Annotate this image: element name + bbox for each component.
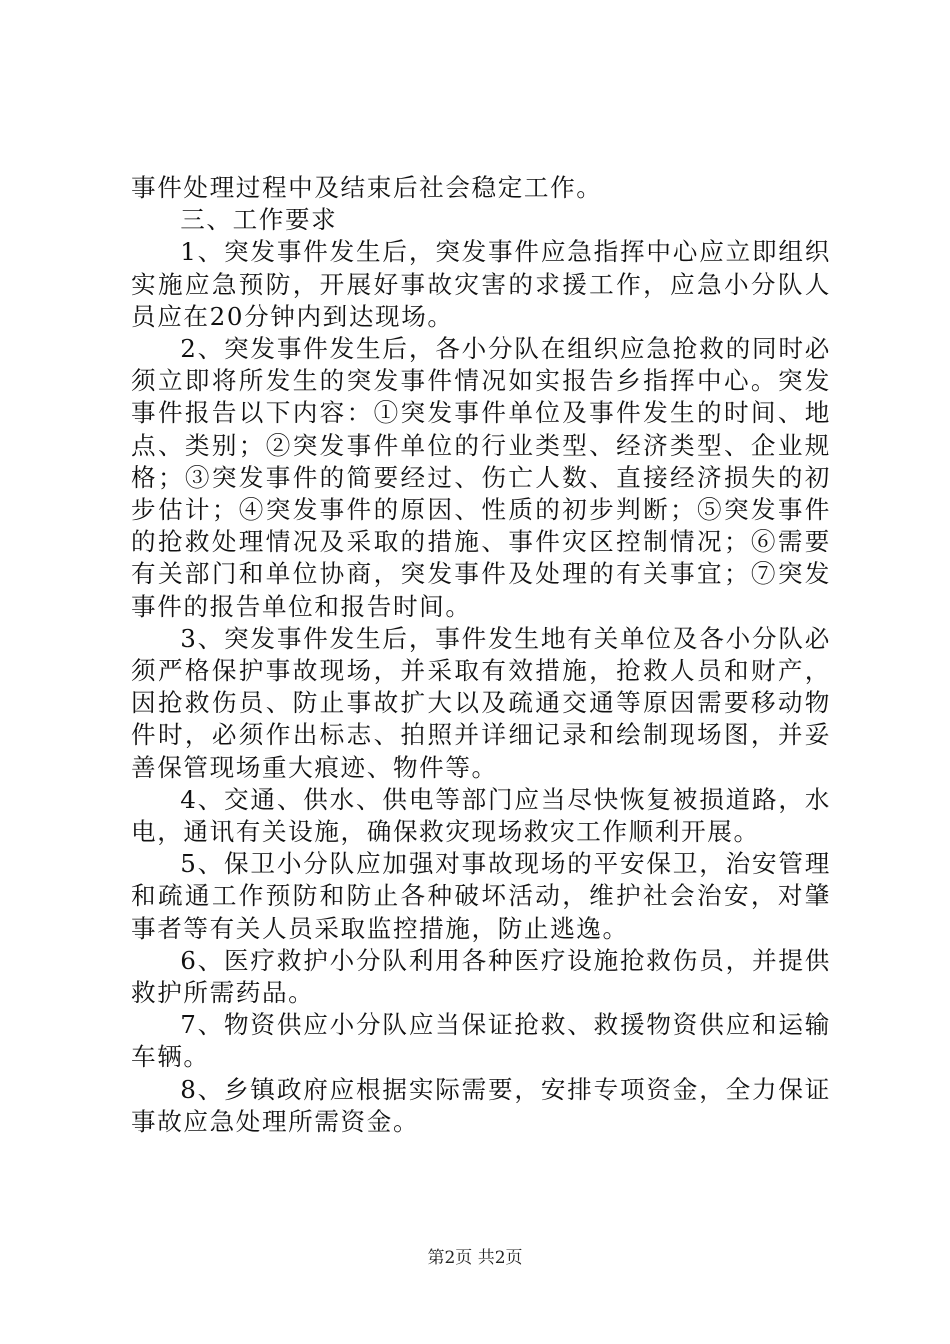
page-number-footer: 第2页 共2页 bbox=[427, 1248, 523, 1268]
document-body bbox=[131, 172, 831, 1138]
paragraph-item-7: 7、物资供应小分队应当保证抢救、救援物资供应和运输车辆。 bbox=[131, 1010, 831, 1072]
paragraph-item-5: 5、保卫小分队应加强对事故现场的平安保卫，治安管理和疏通工作预防和防止各种破坏活动，维护社会治安，对肇事者等有关人员采取监控措施，防止逃逸。 bbox=[131, 849, 831, 943]
paragraph-item-3: 3、突发事件发生后，事件发生地有关单位及各小分队必须严格保护事故现场，并采取有效措施，抢救人员和财产，因抢救伤员、防止事故扩大以及疏通交通等原因需要移动物件时，必须作出标志、拍照并详细记录和绘制现场图，并妥善保管现场重大痕迹、物件等。 bbox=[131, 623, 831, 782]
paragraph-item-4: 4、交通、供水、供电等部门应当尽快恢复被损道路，水电，通讯有关设施，确保救灾现场救灾工作顺利开展。 bbox=[131, 784, 831, 847]
paragraph-item-8: 8、乡镇政府应根据实际需要，安排专项资金，全力保证事故应急处理所需资金。 bbox=[131, 1074, 831, 1136]
paragraph-item-2: 2、突发事件发生后，各小分队在组织应急抢救的同时必须立即将所发生的突发事件情况如实报告乡指挥中心。突发事件报告以下内容：①突发事件单位及事件发生的时间、地点、类别；②突发事件单位的行业类型、经济类型、企业规格；③突发事件的简要经过、伤亡人数、直接经济损失的初步估计；④突发事件的原因、性质的初步判断；⑤突发事件的抢救处理情况及采取的措施、事件灾区控制情况；⑥需要有关部门和单位协商，突发事件及处理的有关事宜；⑦突发事件的报告单位和报告时间。 bbox=[131, 334, 831, 621]
section-heading: 三、工作要求 bbox=[180, 205, 338, 235]
paragraph-item-6: 6、医疗救护小分队利用各种医疗设施抢救伤员，并提供救护所需药品。 bbox=[131, 945, 831, 1008]
paragraph-continuation: 事件处理过程中及结束后社会稳定工作。 bbox=[131, 173, 603, 202]
paragraph-item-1: 1、突发事件发生后，突发事件应急指挥中心应立即组织实施应急预防，开展好事故灾害的求援工作，应急小分队人员应在20分钟内到达现场。 bbox=[131, 237, 831, 331]
